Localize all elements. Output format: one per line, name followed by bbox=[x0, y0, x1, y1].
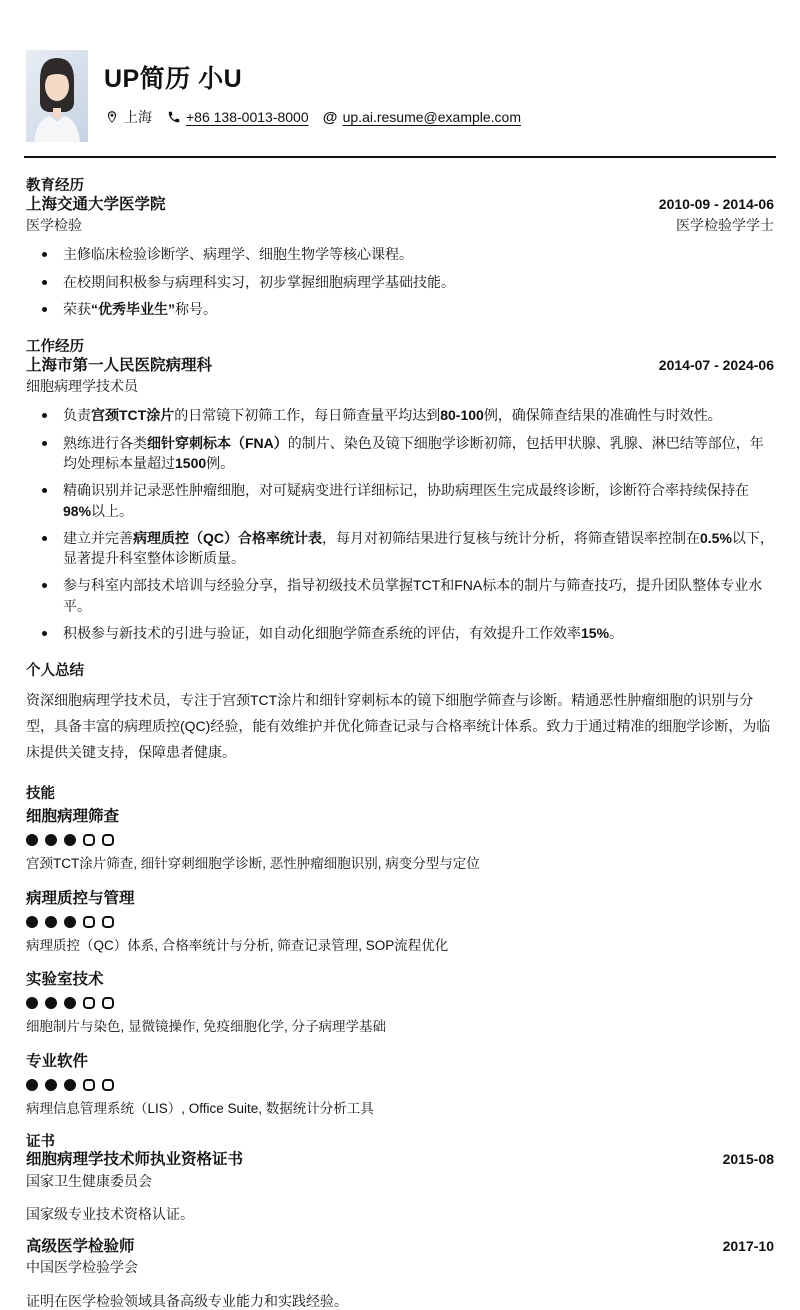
section-certificates bbox=[26, 1134, 774, 1310]
cert-desc: 国家级专业技术资格认证。 bbox=[26, 1205, 194, 1222]
education-bullet: 在校期间积极参与病理科实习，初步掌握细胞病理学基础技能。 bbox=[26, 272, 774, 292]
header-info bbox=[88, 50, 521, 127]
at-icon: @ bbox=[322, 108, 338, 126]
work-sub-row bbox=[26, 377, 774, 395]
skill-dot-empty bbox=[83, 834, 95, 846]
skill-dot-filled bbox=[45, 1079, 57, 1091]
email-link[interactable] bbox=[323, 109, 521, 125]
education-title-row bbox=[26, 195, 774, 214]
section-work bbox=[26, 339, 774, 643]
cert-date: 2015-08 bbox=[722, 1151, 774, 1168]
skill-dot-filled bbox=[64, 1079, 76, 1091]
work-bullet: 参与科室内部技术培训与经验分享，指导初级技术员掌握TCT和FNA标本的制片与筛查技巧，提升团队整体专业水平。 bbox=[26, 575, 774, 616]
cert-item bbox=[26, 1237, 774, 1310]
cert-issuer: 中国医学检验学会 bbox=[26, 1259, 138, 1276]
skill-dot-empty bbox=[83, 916, 95, 928]
work-bullet: 负责宫颈TCT涂片的日常镜下初筛工作，每日筛查量平均达到80-100例，确保筛查结果的准确性与时效性。 bbox=[26, 405, 774, 425]
education-bullet: 主修临床检验诊断学、病理学、细胞生物学等核心课程。 bbox=[26, 244, 774, 264]
section-education bbox=[26, 178, 774, 319]
contact-row bbox=[104, 107, 521, 127]
skill-name: 专业软件 bbox=[26, 1052, 89, 1070]
skill-level-dots bbox=[26, 916, 774, 928]
skill-level-dots bbox=[26, 1079, 774, 1091]
skill-dot-empty bbox=[102, 916, 114, 928]
skill-dot-filled bbox=[26, 916, 38, 928]
skill-item bbox=[26, 886, 774, 955]
cert-desc: 证明在医学检验领域具备高级专业能力和实践经验。 bbox=[26, 1292, 348, 1309]
skill-item bbox=[26, 1049, 774, 1118]
location-pin-icon bbox=[104, 110, 119, 125]
cert-date: 2017-10 bbox=[722, 1237, 774, 1254]
phone-text: +86 138-0013-8000 bbox=[186, 109, 309, 125]
skill-level-dots bbox=[26, 997, 774, 1009]
education-date: 2010-09 - 2014-06 bbox=[658, 195, 774, 212]
job-title: 细胞病理学技术员 bbox=[26, 378, 138, 395]
skill-name: 病理质控与管理 bbox=[26, 889, 135, 907]
skill-dot-filled bbox=[26, 834, 38, 846]
work-heading: 工作经历 bbox=[26, 339, 84, 356]
skill-dot-empty bbox=[102, 834, 114, 846]
phone-link[interactable] bbox=[166, 109, 309, 125]
section-summary bbox=[26, 663, 774, 765]
resume-body bbox=[0, 178, 800, 1310]
skill-desc: 宫颈TCT涂片筛查, 细针穿刺细胞学诊断, 恶性肿瘤细胞识别, 病变分型与定位 bbox=[26, 856, 480, 872]
education-degree: 医学检验学学士 bbox=[676, 217, 774, 234]
work-bullet: 建立并完善病理质控（QC）合格率统计表，每月对初筛结果进行复核与统计分析，将筛查错误率控制在0.5%以下，显著提升科室整体诊断质量。 bbox=[26, 528, 774, 569]
email-text: up.ai.resume@example.com bbox=[342, 109, 522, 125]
skill-desc: 细胞制片与染色, 显微镜操作, 免疫细胞化学, 分子病理学基础 bbox=[26, 1019, 387, 1035]
work-bullet: 积极参与新技术的引进与验证，如自动化细胞学筛查系统的评估，有效提升工作效率15%。 bbox=[26, 623, 774, 643]
skill-desc: 病理信息管理系统（LIS）, Office Suite, 数据统计分析工具 bbox=[26, 1100, 374, 1116]
work-title-row bbox=[26, 356, 774, 375]
skills-heading: 技能 bbox=[26, 785, 55, 802]
cert-item bbox=[26, 1150, 774, 1223]
location-text: 上海 bbox=[124, 109, 152, 125]
cert-title-row bbox=[26, 1237, 774, 1256]
skill-dot-filled bbox=[45, 916, 57, 928]
company-name: 上海市第一人民医院病理科 bbox=[26, 356, 213, 374]
school-name: 上海交通大学医学院 bbox=[26, 195, 166, 213]
skill-dot-empty bbox=[83, 1079, 95, 1091]
education-heading: 教育经历 bbox=[26, 178, 84, 194]
skill-item bbox=[26, 967, 774, 1036]
skill-dot-empty bbox=[83, 997, 95, 1009]
education-bullets bbox=[26, 244, 774, 319]
skill-item bbox=[26, 804, 774, 873]
certs-heading: 证书 bbox=[26, 1133, 55, 1150]
skill-dot-filled bbox=[64, 916, 76, 928]
avatar-photo bbox=[26, 50, 88, 142]
work-bullet: 精确识别并记录恶性肿瘤细胞，对可疑病变进行详细标记，协助病理医生完成最终诊断，诊断符合率持续保持在98%以上。 bbox=[26, 480, 774, 521]
skill-dot-empty bbox=[102, 997, 114, 1009]
summary-text: 资深细胞病理学技术员，专注于宫颈TCT涂片和细针穿刺标本的镜下细胞学筛查与诊断。精通恶性肿瘤细胞的识别与分型，具备丰富的病理质控(QC)经验，能有效维护并优化筛查记录与合格率统计体系。致力于通过精准的细胞学诊断，为临床提供关键支持，保障患者健康。 bbox=[26, 692, 771, 760]
work-bullets bbox=[26, 405, 774, 643]
skill-name: 实验室技术 bbox=[26, 971, 104, 989]
cert-title: 细胞病理学技术师执业资格证书 bbox=[26, 1151, 244, 1169]
skill-dot-filled bbox=[64, 997, 76, 1009]
phone-icon bbox=[166, 110, 181, 125]
page-title: UP简历 小U bbox=[104, 65, 243, 93]
section-skills bbox=[26, 786, 774, 1118]
summary-heading: 个人总结 bbox=[26, 663, 84, 680]
skill-dot-filled bbox=[45, 997, 57, 1009]
resume-header bbox=[0, 0, 800, 142]
skill-level-dots bbox=[26, 834, 774, 846]
skill-dot-filled bbox=[45, 834, 57, 846]
skill-desc: 病理质控（QC）体系, 合格率统计与分析, 筛查记录管理, SOP流程优化 bbox=[26, 937, 449, 953]
skill-dot-empty bbox=[102, 1079, 114, 1091]
skill-dot-filled bbox=[64, 834, 76, 846]
cert-title: 高级医学检验师 bbox=[26, 1237, 135, 1255]
skill-dot-filled bbox=[26, 1079, 38, 1091]
location-item bbox=[104, 107, 152, 127]
avatar bbox=[26, 50, 88, 142]
cert-title-row bbox=[26, 1150, 774, 1169]
skill-dot-filled bbox=[26, 997, 38, 1009]
education-sub-row bbox=[26, 216, 774, 234]
education-bullet: 荣获“优秀毕业生”称号。 bbox=[26, 299, 774, 319]
header-divider bbox=[24, 156, 776, 158]
cert-issuer: 国家卫生健康委员会 bbox=[26, 1172, 152, 1189]
work-bullet: 熟练进行各类细针穿刺标本（FNA）的制片、染色及镜下细胞学诊断初筛，包括甲状腺、乳腺、淋巴结等部位，年均处理标本量超过1500例。 bbox=[26, 433, 774, 474]
skill-name: 细胞病理筛查 bbox=[26, 808, 120, 826]
work-date: 2014-07 - 2024-06 bbox=[658, 356, 774, 373]
education-major: 医学检验 bbox=[26, 217, 82, 234]
